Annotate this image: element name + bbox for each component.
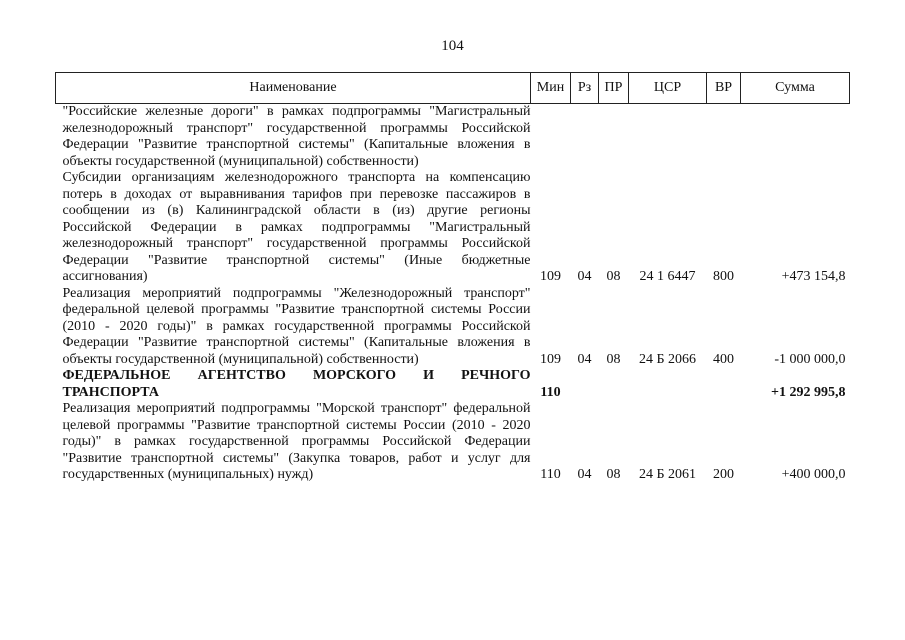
row-rz xyxy=(571,104,599,171)
row-name: ФЕДЕРАЛЬНОЕ АГЕНТСТВО МОРСКОГО И РЕЧНОГО ТРАНСПОРТА xyxy=(62,368,531,400)
header-pr: ПР xyxy=(599,73,629,104)
budget-table xyxy=(55,72,850,484)
row-rz xyxy=(571,368,599,401)
table-row xyxy=(56,286,850,369)
page-number: 104 xyxy=(441,38,464,54)
row-sum: +1 292 995,8 xyxy=(771,384,846,400)
row-name: Реализация мероприятий подпрограммы "Железнодорожный транспорт" федеральной целевой программы "Развитие транспортной системы России (2010 - 2020 годы)" в рамках государственной программы Российской Федерации "Развитие транспортной системы" (Капитальные вложения в объекты государственной (муниципальной) собственности) xyxy=(62,285,531,367)
header-vr: ВР xyxy=(707,73,741,104)
table-row xyxy=(56,104,850,171)
row-csr: 24 Б 2066 xyxy=(638,351,697,367)
row-min: 110 xyxy=(540,467,561,482)
row-name: Субсидии организациям железнодорожного транспорта на компенсацию потерь в доходах от выравнивания тарифов при перевозке пассажиров в сообщении из (в) Калининградской области в (из) другие регионы Российской Федерации в рамках подпрограммы "Магистральный железнодорожный транспорт" государственной программы Российской Федерации "Развитие транспортной системы" (Иные бюджетные ассигнования) xyxy=(62,170,531,284)
table-row xyxy=(56,170,850,286)
row-rz: 04 xyxy=(577,269,592,284)
header-csr: ЦСР xyxy=(629,73,707,104)
row-vr xyxy=(707,368,741,401)
row-sum xyxy=(741,104,850,171)
row-sum: +473 154,8 xyxy=(781,269,846,284)
row-name: Реализация мероприятий подпрограммы "Морской транспорт" федеральной целевой программы "Развитие транспортной системы России (2010 - 2020 годы)" в рамках государственной программы Российской Федерации "Развитие транспортной системы" (Закупка товаров, работ и услуг для государственных (муниципальных) нужд) xyxy=(62,401,531,482)
row-sum: +400 000,0 xyxy=(781,467,846,482)
row-csr xyxy=(629,368,707,401)
row-csr: 24 1 6447 xyxy=(639,269,696,284)
table-header-row xyxy=(56,73,850,104)
row-rz: 04 xyxy=(577,351,592,367)
table-row-agency xyxy=(56,368,850,401)
row-min: 110 xyxy=(540,384,561,400)
row-min xyxy=(531,104,571,171)
header-name: Наименование xyxy=(56,73,531,104)
row-csr: 24 Б 2061 xyxy=(638,467,697,482)
row-sum: -1 000 000,0 xyxy=(774,351,846,367)
row-pr xyxy=(599,368,629,401)
header-sum: Сумма xyxy=(741,73,850,104)
row-vr: 800 xyxy=(713,269,734,284)
row-pr: 08 xyxy=(606,467,621,482)
row-pr: 08 xyxy=(606,351,621,367)
row-pr xyxy=(599,104,629,171)
header-min: Мин xyxy=(531,73,571,104)
row-pr: 08 xyxy=(606,269,621,284)
row-min: 109 xyxy=(540,269,561,284)
row-name: "Российские железные дороги" в рамках подпрограммы "Магистральный железнодорожный транспорт" государственной программы Российской Федерации "Развитие транспортной системы" (Капитальные вложения в объекты государственной (муниципальной) собственности) xyxy=(62,104,531,169)
row-vr: 400 xyxy=(713,351,734,367)
row-csr xyxy=(629,104,707,171)
row-min: 109 xyxy=(540,351,561,367)
table-row xyxy=(56,401,850,484)
row-vr: 200 xyxy=(713,467,734,482)
header-rz: Рз xyxy=(571,73,599,104)
row-rz: 04 xyxy=(577,467,592,482)
row-vr xyxy=(707,104,741,171)
